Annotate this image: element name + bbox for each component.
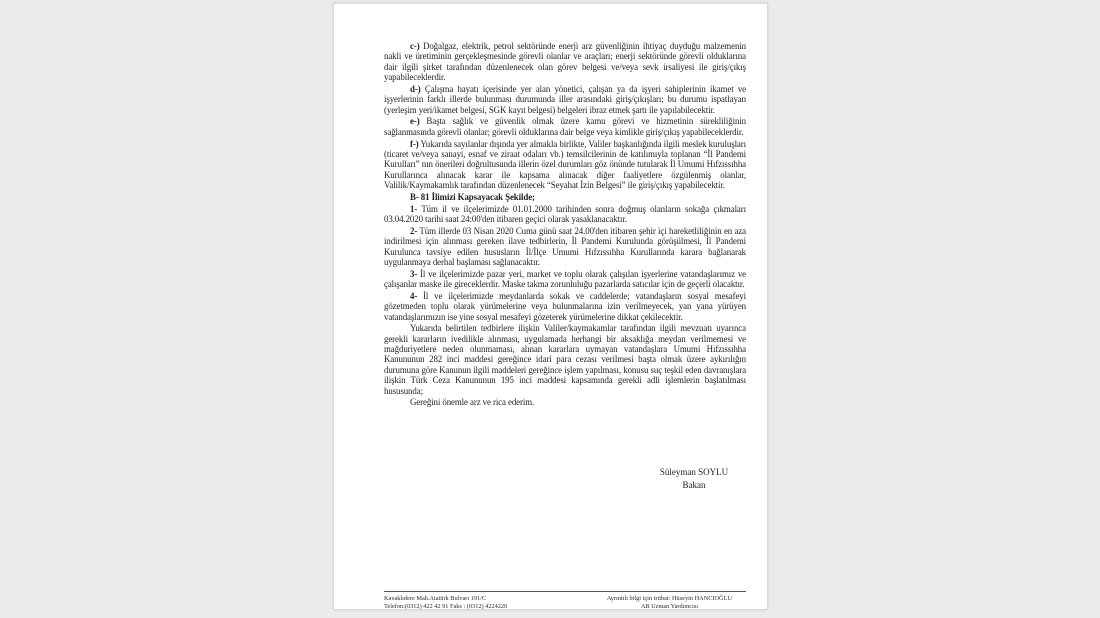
document-body — [384, 41, 746, 408]
measure-1-text: Tüm il ve ilçelerimizde 01.01.2000 tarihinden sonra doğmuş olanların sokağa çıkmaları 03.04.2020 tarihi saat 24:00'den itibaren geçici olarak yasaklanacaktır. — [384, 203, 746, 224]
footer-address-block — [384, 595, 507, 611]
enforcement-paragraph — [384, 323, 746, 395]
signature-title: Bakan — [682, 480, 706, 490]
measure-2-lead: 2- — [410, 225, 418, 236]
footer-contact-line: Ayrıntılı bilgi için irtibat: Hüseyin HANCIOĞLU — [606, 594, 732, 602]
measure-3-paragraph — [384, 269, 746, 290]
measure-1-paragraph — [384, 204, 746, 225]
clause-c-text: Doğalgaz, elektrik, petrol sektöründe enerji arz güvenliğinin ihtiyaç duyduğu malzemenin nakli ve üretiminin gerçekleşmesinde görevli olanlar ve araçları; enerji sektöründe görevli olduklarına dair ilgili şirket tarafından düzenlenecek olan görev belgesi ve/veya sevk irsaliyesi ile giriş/çıkış yapabileceklerdir. — [384, 41, 746, 83]
closing-request-text: Gereğini önemle arz ve rica ederim. — [410, 397, 535, 408]
clause-f-text: Yukarıda sayılanlar dışında yer almakla birlikte, Valiler başkanlığında ilgili meslek kuruluşları (ticaret ve/veya sanayi, esnaf ve ziraat odaları vb.) temsilcilerinin de katılımıyla toplanan “İl Pandemi Kurulları” nın önerileri doğrultusunda illerin özel durumları göz önünde tutularak İl Umumi Hıfzıssıhha Kurullarınca alınacak karar ile kapsama alınacak diğer faaliyetlere özgülenmiş olanlar, Valilik/Kaymakamlık tarafından düzenlenecek “Seyahat İzin Belgesi” ile giriş/çıkış yapabilecektir. — [384, 138, 746, 190]
signature-block — [619, 466, 769, 492]
clause-c-paragraph — [384, 41, 746, 82]
measure-2-paragraph — [384, 226, 746, 267]
measure-3-text: İl ve ilçelerimizde pazar yeri, market ve toplu olarak çalışılan işyerlerine vatandaşlarımız ve çalışanlar maske ile gireceklerdir. Maske takma zorunluluğu pazarlarda satıcılar için de geçerli olacaktır. — [384, 268, 746, 290]
measure-2-text: Tüm illerde 03 Nisan 2020 Cuma günü saat 24.00'den itibaren şehir içi hareketliliğinin en aza indirilmesi için alınması gereken ilave tedbirlerin, İl Pandemi Kurulunda görüşülmesi, İl Pandemi Kurulunca tavsiye edilen hususların İl/İlçe Umumi Hıfzıssıhha Kurullarında karara bağlanarak uygulanmaya derhal başlaması sağlanacaktır. — [384, 225, 746, 267]
clause-f-lead: f-) — [410, 138, 419, 149]
page-footer — [384, 591, 746, 611]
measure-4-lead: 4- — [410, 290, 418, 301]
clause-e-paragraph — [384, 116, 746, 137]
enforcement-text: Yukarıda belirtilen tedbirlere ilişkin Valiler/kaymakamlar tarafından ilgili mevzuatı uyarınca gerekli kararların ivedilikle alınması, uygulamada herhangi bir aksaklığa meydan verilmemesi ve mağduriyetlere neden olunmaması, alınan kararlara uymayan vatandaşlara Umumi Hıfzıssıhha Kanununun 282 inci maddesi gereğince idari para cezası verilmesi başta olmak üzere aykırılığın durumuna göre Kanunun ilgili maddeleri gereğince işlem yapılması, konusu suç teşkil eden davranışlara ilişkin Türk Ceza Kanununun 195 inci maddesi kapsamında gerekli adli işlemlerin başlatılması hususunda; — [384, 323, 746, 396]
section-b-heading-text: B- 81 İlimizi Kapsayacak Şekilde; — [410, 191, 535, 202]
clause-e-text: Başta sağlık ve güvenlik olmak üzere kamu görevi ve hizmetinin sürekliliğinin sağlanmasında görevli olanlar; görevli olduklarına dair belge veya kimlikle giriş/çıkış yapabileceklerdir. — [384, 116, 746, 137]
clause-d-paragraph — [384, 84, 746, 115]
measure-4-text: İl ve ilçelerimizde meydanlarda sokak ve caddelerde; vatandaşların sosyal mesafeyi gözetmeden toplu olarak yürümelerine veya bulunmalarına izin verilmeyecek, yan yana yürüyen vatandaşlarımızın ise yine sosyal mesafeyi gözeterek yürümelerine dikkat çekilecektir. — [384, 290, 747, 322]
clause-d-text: Çalışma hayatı içerisinde yer alan yönetici, çalışan ya da işyeri sahiplerinin ikamet ve işyerlerinin farklı illerde bulunması durumunda iller arasındaki giriş/çıkışları; bu durumu ispatlayan (yerleşim yeri/ikamet belgesi, SGK kayıt belgesi) belgeleri ibraz etmek şartı ile yapılabilecektir. — [384, 83, 746, 115]
footer-contact-title: AB Uzman Yardımcısı — [640, 602, 699, 610]
measure-3-lead: 3- — [410, 268, 418, 279]
clause-c-lead: c-) — [410, 41, 420, 51]
document-page — [333, 3, 768, 610]
signature-name: Süleyman SOYLU — [659, 467, 729, 477]
measure-4-paragraph — [384, 291, 746, 322]
footer-address-line: Kavaklıdere Mah.Atatürk Bulvarı 191/C — [384, 594, 487, 602]
section-b-heading — [384, 192, 746, 202]
measure-1-lead: 1- — [410, 203, 418, 214]
closing-request-paragraph — [384, 397, 746, 407]
footer-contact-block — [607, 595, 732, 611]
clause-e-lead: e-) — [410, 116, 420, 127]
footer-phone-line: Telefon:(0312) 422 42 91 Faks : (0312) 4224220 — [384, 602, 508, 610]
clause-f-paragraph — [384, 139, 746, 191]
clause-d-lead: d-) — [410, 83, 421, 94]
